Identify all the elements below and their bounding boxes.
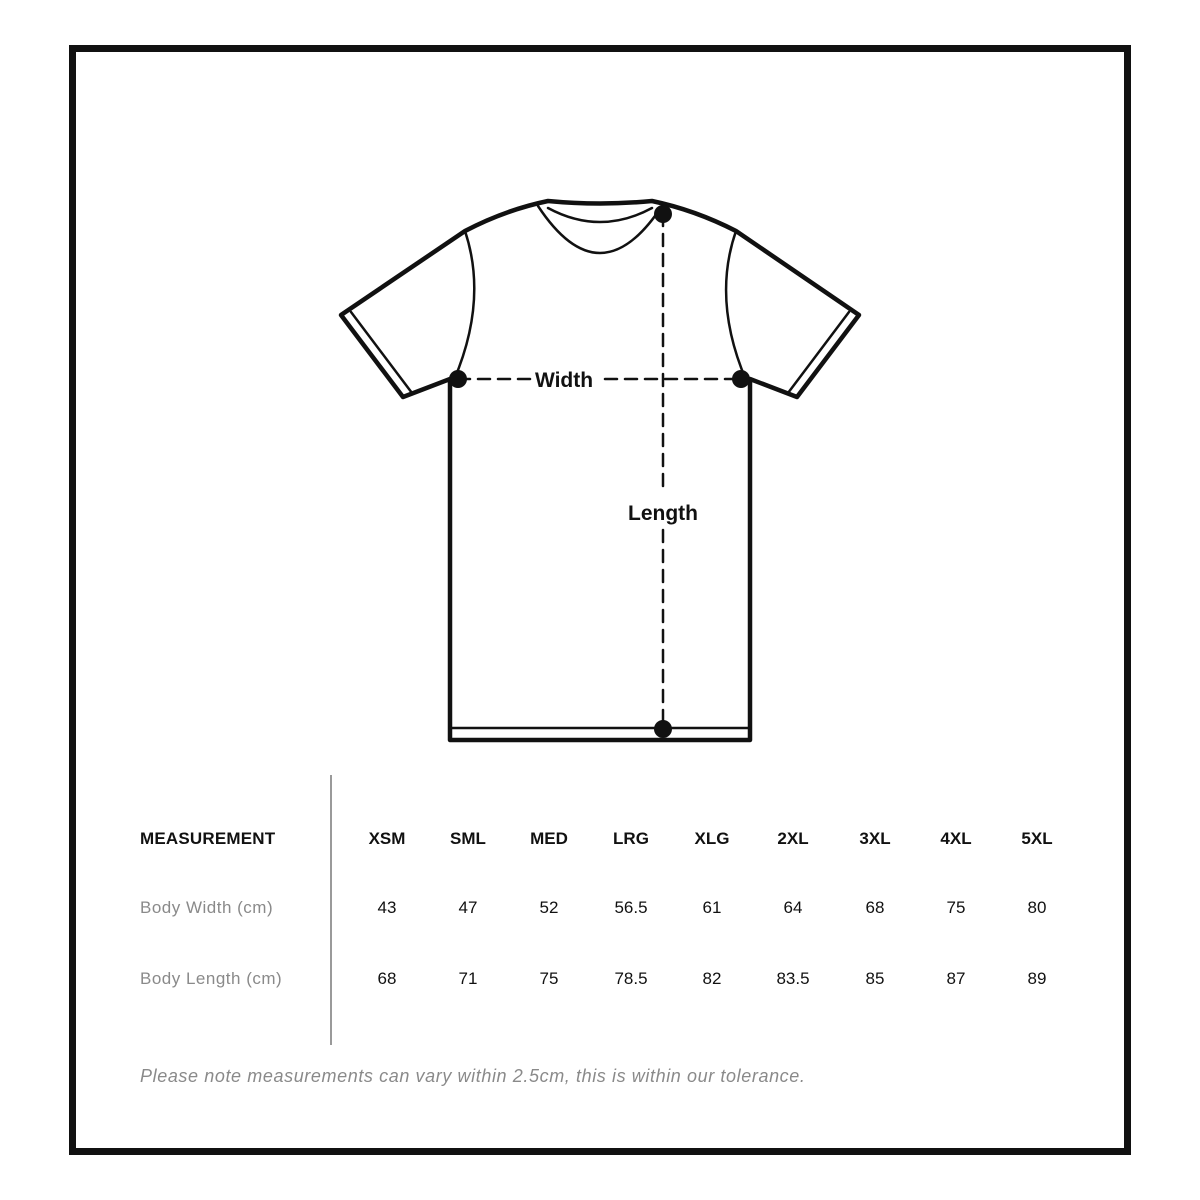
table-cell: 78.5	[614, 969, 648, 988]
table-cell: 89	[1027, 969, 1047, 988]
size-header-cell: 5XL	[1021, 829, 1053, 848]
size-header-cell: 4XL	[940, 829, 972, 848]
size-header-cell: XSM	[368, 829, 406, 848]
size-header-cell: XLG	[694, 829, 730, 848]
table-cell: 56.5	[614, 898, 648, 917]
table-cell: 61	[702, 898, 722, 917]
table-cell: 71	[458, 969, 478, 988]
size-table-header	[0, 824, 1200, 854]
row-label: Body Length (cm)	[140, 969, 283, 988]
length-top-point	[654, 205, 672, 223]
table-cell: 43	[377, 898, 397, 917]
length-label: Length	[628, 502, 698, 525]
table-row	[0, 964, 1200, 994]
table-cell: 47	[458, 898, 478, 917]
size-header-cell: SML	[450, 829, 486, 848]
table-cell: 83.5	[776, 969, 810, 988]
width-label: Width	[534, 369, 594, 392]
left-sleeve-seam	[454, 231, 474, 380]
width-right-point	[732, 370, 750, 388]
right-sleeve-cuff	[788, 312, 849, 393]
size-header-cell: 3XL	[859, 829, 891, 848]
table-cell: 52	[539, 898, 559, 917]
width-left-point	[449, 370, 467, 388]
size-header-cell: 2XL	[777, 829, 809, 848]
table-cell: 82	[702, 969, 722, 988]
table-cell: 64	[783, 898, 803, 917]
row-label: Body Width (cm)	[140, 898, 274, 917]
tolerance-note: Please note measurements can vary within 2.5cm, this is within our tolerance.	[140, 1066, 806, 1086]
table-cell: 68	[865, 898, 885, 917]
size-header-cell: MED	[530, 829, 568, 848]
length-bottom-point	[654, 720, 672, 738]
measurement-header: MEASUREMENT	[140, 829, 276, 848]
table-cell: 75	[946, 898, 966, 917]
table-cell: 85	[865, 969, 885, 988]
table-cell: 68	[377, 969, 397, 988]
table-cell: 80	[1027, 898, 1047, 917]
table-cell: 75	[539, 969, 559, 988]
right-sleeve-seam	[726, 231, 746, 380]
table-cell: 87	[946, 969, 966, 988]
tshirt-neck-inner	[548, 208, 652, 222]
tshirt-outline	[341, 201, 859, 740]
left-sleeve-cuff	[351, 312, 412, 393]
size-header-cell: LRG	[613, 829, 649, 848]
table-row	[0, 893, 1200, 923]
